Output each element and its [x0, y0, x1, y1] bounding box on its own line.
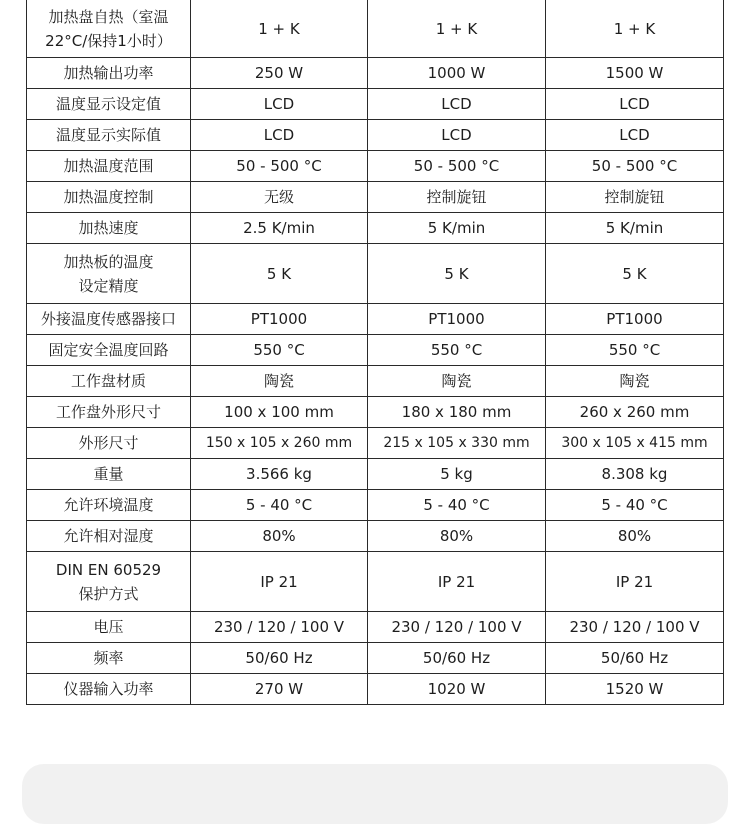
cell-value: 5 K [368, 244, 546, 304]
row-label: 外接温度传感器接口 [27, 304, 191, 335]
table-row [27, 428, 724, 459]
row-label: 温度显示实际值 [27, 120, 191, 151]
cell-value: IP 21 [191, 552, 368, 612]
table-row [27, 120, 724, 151]
row-label: 加热输出功率 [27, 58, 191, 89]
row-label: 加热温度控制 [27, 182, 191, 213]
bottom-card [22, 764, 728, 824]
spec-table [26, 0, 724, 705]
cell-value: 50 - 500 °C [368, 151, 546, 182]
cell-value: 5 - 40 °C [191, 490, 368, 521]
cell-value: 1000 W [368, 58, 546, 89]
cell-value: 50/60 Hz [546, 643, 724, 674]
row-label: 允许环境温度 [27, 490, 191, 521]
table-row [27, 304, 724, 335]
row-label: 固定安全温度回路 [27, 335, 191, 366]
cell-value: 50 - 500 °C [191, 151, 368, 182]
table-row [27, 58, 724, 89]
cell-value: 5 K [191, 244, 368, 304]
table-row [27, 674, 724, 705]
cell-value: 1 + K [368, 0, 546, 58]
cell-value: 陶瓷 [368, 366, 546, 397]
row-label: 工作盘外形尺寸 [27, 397, 191, 428]
table-row [27, 182, 724, 213]
cell-value: 1020 W [368, 674, 546, 705]
cell-value: 300 x 105 x 415 mm [546, 428, 724, 459]
cell-value: 控制旋钮 [546, 182, 724, 213]
cell-value: LCD [368, 89, 546, 120]
table-row [27, 612, 724, 643]
cell-value: 1 + K [191, 0, 368, 58]
cell-value: 控制旋钮 [368, 182, 546, 213]
cell-value: 2.5 K/min [191, 213, 368, 244]
cell-value: 260 x 260 mm [546, 397, 724, 428]
cell-value: PT1000 [368, 304, 546, 335]
cell-value: IP 21 [546, 552, 724, 612]
table-row [27, 521, 724, 552]
cell-value: PT1000 [546, 304, 724, 335]
row-label: 重量 [27, 459, 191, 490]
cell-value: 80% [191, 521, 368, 552]
table-row [27, 89, 724, 120]
cell-value: 5 K/min [546, 213, 724, 244]
cell-value: 215 x 105 x 330 mm [368, 428, 546, 459]
cell-value: 230 / 120 / 100 V [368, 612, 546, 643]
table-row [27, 397, 724, 428]
cell-value: 无级 [191, 182, 368, 213]
cell-value: 5 K [546, 244, 724, 304]
cell-value: 50/60 Hz [191, 643, 368, 674]
cell-value: 陶瓷 [191, 366, 368, 397]
table-row [27, 244, 724, 304]
cell-value: LCD [546, 120, 724, 151]
cell-value: LCD [191, 89, 368, 120]
row-label: DIN EN 60529 保护方式 [27, 552, 191, 612]
table-row [27, 490, 724, 521]
cell-value: LCD [191, 120, 368, 151]
row-label: 加热速度 [27, 213, 191, 244]
cell-value: 230 / 120 / 100 V [191, 612, 368, 643]
cell-value: 270 W [191, 674, 368, 705]
row-label: 加热板的温度 设定精度 [27, 244, 191, 304]
row-label: 频率 [27, 643, 191, 674]
table-row [27, 366, 724, 397]
cell-value: 50 - 500 °C [546, 151, 724, 182]
row-label: 电压 [27, 612, 191, 643]
row-label: 加热温度范围 [27, 151, 191, 182]
row-label: 加热盘自热（室温 22°C/保持1小时） [27, 0, 191, 58]
cell-value: 180 x 180 mm [368, 397, 546, 428]
cell-value: 250 W [191, 58, 368, 89]
table-row [27, 643, 724, 674]
cell-value: 5 K/min [368, 213, 546, 244]
cell-value: 1520 W [546, 674, 724, 705]
table-row [27, 151, 724, 182]
cell-value: 5 - 40 °C [546, 490, 724, 521]
cell-value: 80% [368, 521, 546, 552]
cell-value: PT1000 [191, 304, 368, 335]
table-row [27, 335, 724, 366]
cell-value: LCD [368, 120, 546, 151]
cell-value: IP 21 [368, 552, 546, 612]
cell-value: 3.566 kg [191, 459, 368, 490]
table-row [27, 552, 724, 612]
cell-value: 5 kg [368, 459, 546, 490]
table-row [27, 213, 724, 244]
cell-value: 230 / 120 / 100 V [546, 612, 724, 643]
row-label: 温度显示设定值 [27, 89, 191, 120]
cell-value: 1 + K [546, 0, 724, 58]
row-label: 仪器输入功率 [27, 674, 191, 705]
row-label: 工作盘材质 [27, 366, 191, 397]
row-label: 允许相对湿度 [27, 521, 191, 552]
cell-value: 50/60 Hz [368, 643, 546, 674]
table-row [27, 459, 724, 490]
cell-value: 550 °C [368, 335, 546, 366]
row-label: 外形尺寸 [27, 428, 191, 459]
cell-value: 5 - 40 °C [368, 490, 546, 521]
cell-value: 150 x 105 x 260 mm [191, 428, 368, 459]
cell-value: LCD [546, 89, 724, 120]
cell-value: 550 °C [191, 335, 368, 366]
cell-value: 80% [546, 521, 724, 552]
table-row [27, 0, 724, 58]
cell-value: 陶瓷 [546, 366, 724, 397]
cell-value: 550 °C [546, 335, 724, 366]
cell-value: 1500 W [546, 58, 724, 89]
cell-value: 100 x 100 mm [191, 397, 368, 428]
cell-value: 8.308 kg [546, 459, 724, 490]
